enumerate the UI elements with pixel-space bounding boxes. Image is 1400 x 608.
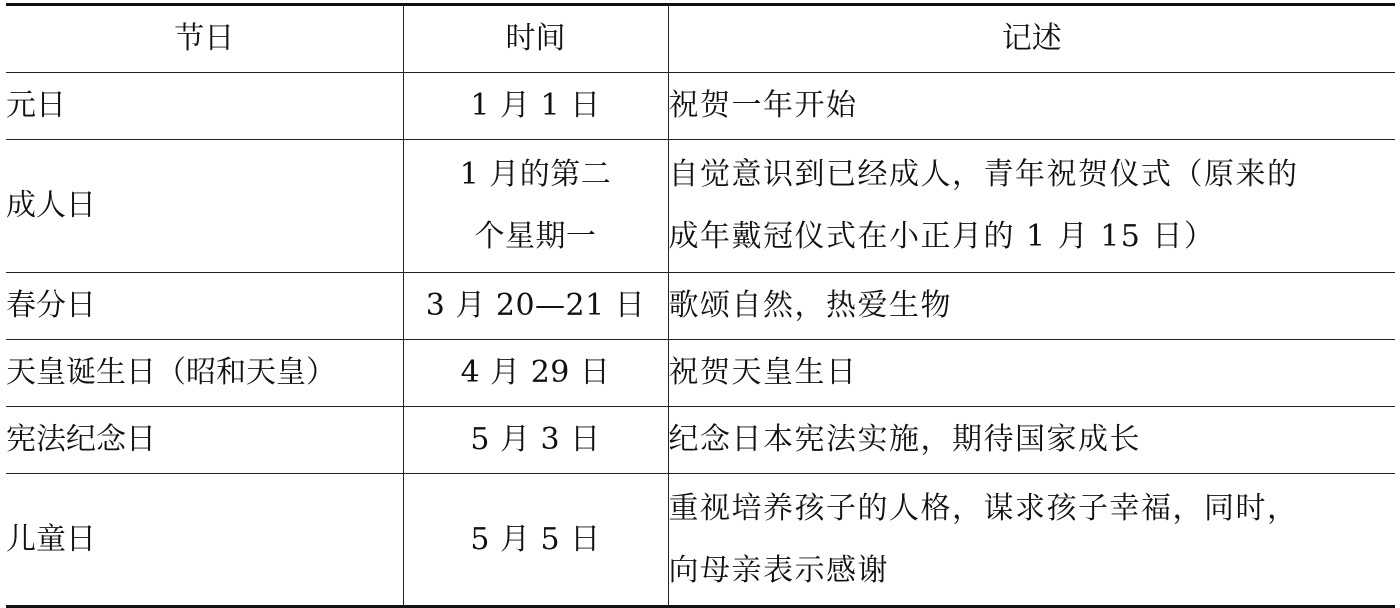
holiday-description [668, 273, 1395, 340]
table-row [6, 73, 1395, 140]
table-body [6, 73, 1395, 607]
holiday-table [6, 3, 1395, 608]
header-description: 记述 [1001, 21, 1062, 56]
holiday-date [403, 140, 668, 273]
holiday-name: 成人日 [6, 140, 403, 273]
holiday-name: 儿童日 [6, 474, 403, 607]
holiday-date [403, 474, 668, 607]
holiday-name: 元日 [6, 73, 403, 140]
date-line: 1 月的第二 [459, 157, 612, 192]
holiday-date [403, 73, 668, 140]
holiday-date [403, 273, 668, 340]
holiday-description [668, 340, 1395, 407]
date-line: 3 月 20—21 日 [425, 288, 646, 323]
table-row [6, 407, 1395, 474]
table-row [6, 474, 1395, 607]
table-header [6, 5, 1395, 73]
date-line: 1 月 1 日 [470, 88, 601, 123]
holiday-name: 春分日 [6, 273, 403, 340]
table-row [6, 140, 1395, 273]
description-line: 纪念日本宪法实施，期待国家成长 [668, 422, 1141, 457]
description-line: 歌颂自然，热爱生物 [668, 288, 952, 323]
holiday-date [403, 340, 668, 407]
description-line: 成年戴冠仪式在小正月的 1 月 15 日） [668, 219, 1216, 254]
header-date: 时间 [403, 5, 668, 73]
date-line: 5 月 5 日 [470, 521, 601, 557]
description-line: 祝贺一年开始 [668, 88, 858, 123]
date-line: 个星期一 [474, 219, 597, 254]
holiday-date [403, 407, 668, 474]
holiday-description [668, 407, 1395, 474]
holiday-description [668, 140, 1395, 273]
header-row [6, 5, 1395, 73]
holiday-description [668, 474, 1395, 607]
holiday-name: 宪法纪念日 [6, 407, 403, 474]
header-holiday: 节日 [6, 5, 403, 73]
holiday-name: 天皇诞生日（昭和天皇） [6, 340, 403, 407]
holiday-description [668, 73, 1395, 140]
table-row [6, 340, 1395, 407]
description-line: 祝贺天皇生日 [668, 355, 858, 390]
description-line: 向母亲表示感谢 [668, 552, 889, 588]
description-line: 重视培养孩子的人格，谋求孩子幸福，同时， [668, 490, 1299, 526]
description-line: 自觉意识到已经成人，青年祝贺仪式（原来的 [668, 157, 1299, 192]
date-line: 5 月 3 日 [470, 422, 601, 457]
table-row [6, 273, 1395, 340]
date-line: 4 月 29 日 [460, 355, 611, 390]
